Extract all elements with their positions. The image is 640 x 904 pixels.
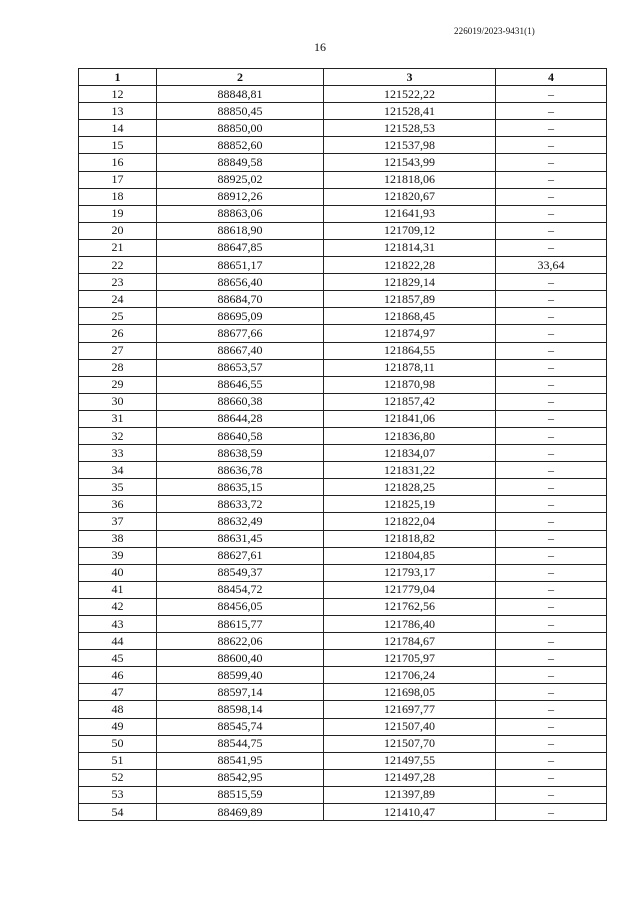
table-cell-col-3: 121784,67 bbox=[324, 633, 496, 650]
table-cell-col-3: 121834,07 bbox=[324, 445, 496, 462]
table-cell-col-3: 121793,17 bbox=[324, 564, 496, 581]
table-cell-col-2: 88618,90 bbox=[157, 222, 324, 239]
table-cell-col-4: – bbox=[496, 342, 607, 359]
table-row bbox=[79, 137, 607, 154]
table-cell-col-3: 121410,47 bbox=[324, 804, 496, 821]
table-cell-col-4: – bbox=[496, 427, 607, 444]
table-cell-col-2: 88660,38 bbox=[157, 393, 324, 410]
table-cell-col-4: – bbox=[496, 667, 607, 684]
table-cell-col-3: 121841,06 bbox=[324, 410, 496, 427]
table-cell-col-4: – bbox=[496, 735, 607, 752]
table-cell-col-1: 31 bbox=[79, 410, 157, 427]
table-cell-col-2: 88600,40 bbox=[157, 650, 324, 667]
table-cell-col-4: – bbox=[496, 513, 607, 530]
table-cell-col-1: 19 bbox=[79, 205, 157, 222]
table-row bbox=[79, 393, 607, 410]
table-cell-col-3: 121497,28 bbox=[324, 769, 496, 786]
table-cell-col-3: 121868,45 bbox=[324, 308, 496, 325]
table-cell-col-4: – bbox=[496, 410, 607, 427]
table-cell-col-3: 121537,98 bbox=[324, 137, 496, 154]
table-cell-col-1: 18 bbox=[79, 188, 157, 205]
table-cell-col-2: 88646,55 bbox=[157, 376, 324, 393]
table-cell-col-2: 88541,95 bbox=[157, 752, 324, 769]
table-cell-col-4: – bbox=[496, 103, 607, 120]
table-cell-col-4: – bbox=[496, 393, 607, 410]
table-row bbox=[79, 547, 607, 564]
table-cell-col-2: 88549,37 bbox=[157, 564, 324, 581]
table-cell-col-2: 88615,77 bbox=[157, 616, 324, 633]
table-cell-col-2: 88622,06 bbox=[157, 633, 324, 650]
table-cell-col-3: 121829,14 bbox=[324, 274, 496, 291]
table-cell-col-4: – bbox=[496, 359, 607, 376]
table-row bbox=[79, 633, 607, 650]
table-cell-col-4: – bbox=[496, 786, 607, 803]
table-row bbox=[79, 462, 607, 479]
table-row bbox=[79, 530, 607, 547]
table-row bbox=[79, 496, 607, 513]
table-cell-col-3: 121870,98 bbox=[324, 376, 496, 393]
table-cell-col-1: 45 bbox=[79, 650, 157, 667]
table-row bbox=[79, 667, 607, 684]
table-cell-col-3: 121857,89 bbox=[324, 291, 496, 308]
table-cell-col-4: 33,64 bbox=[496, 257, 607, 274]
table-cell-col-2: 88636,78 bbox=[157, 462, 324, 479]
table-cell-col-3: 121836,80 bbox=[324, 427, 496, 444]
table-cell-col-1: 47 bbox=[79, 684, 157, 701]
table-cell-col-2: 88545,74 bbox=[157, 718, 324, 735]
table-cell-col-1: 13 bbox=[79, 103, 157, 120]
table-cell-col-4: – bbox=[496, 171, 607, 188]
table-cell-col-2: 88638,59 bbox=[157, 445, 324, 462]
table-cell-col-2: 88848,81 bbox=[157, 86, 324, 103]
table-cell-col-3: 121762,56 bbox=[324, 598, 496, 615]
table-cell-col-2: 88695,09 bbox=[157, 308, 324, 325]
table-row bbox=[79, 274, 607, 291]
table-cell-col-2: 88640,58 bbox=[157, 427, 324, 444]
table-body bbox=[79, 86, 607, 821]
column-header-4: 4 bbox=[496, 69, 607, 86]
page-number: 16 bbox=[314, 40, 326, 54]
table-row bbox=[79, 598, 607, 615]
table-cell-col-3: 121878,11 bbox=[324, 359, 496, 376]
table-row bbox=[79, 650, 607, 667]
table-cell-col-4: – bbox=[496, 239, 607, 256]
table-cell-col-2: 88598,14 bbox=[157, 701, 324, 718]
table-cell-col-2: 88632,49 bbox=[157, 513, 324, 530]
table-cell-col-1: 26 bbox=[79, 325, 157, 342]
table-row bbox=[79, 154, 607, 171]
column-header-3: 3 bbox=[324, 69, 496, 86]
table-cell-col-4: – bbox=[496, 633, 607, 650]
table-row bbox=[79, 359, 607, 376]
table-row bbox=[79, 718, 607, 735]
table-cell-col-3: 121528,41 bbox=[324, 103, 496, 120]
table-cell-col-3: 121497,55 bbox=[324, 752, 496, 769]
table-cell-col-1: 46 bbox=[79, 667, 157, 684]
table-cell-col-4: – bbox=[496, 86, 607, 103]
table-row bbox=[79, 325, 607, 342]
table-cell-col-2: 88863,06 bbox=[157, 205, 324, 222]
table-cell-col-3: 121874,97 bbox=[324, 325, 496, 342]
table-cell-col-2: 88852,60 bbox=[157, 137, 324, 154]
column-header-1: 1 bbox=[79, 69, 157, 86]
table-cell-col-1: 32 bbox=[79, 427, 157, 444]
table-cell-col-3: 121397,89 bbox=[324, 786, 496, 803]
table-cell-col-2: 88653,57 bbox=[157, 359, 324, 376]
table-cell-col-3: 121697,77 bbox=[324, 701, 496, 718]
table-cell-col-3: 121507,40 bbox=[324, 718, 496, 735]
table-cell-col-3: 121786,40 bbox=[324, 616, 496, 633]
table-row bbox=[79, 445, 607, 462]
table-row bbox=[79, 427, 607, 444]
table-cell-col-2: 88597,14 bbox=[157, 684, 324, 701]
table-cell-col-1: 54 bbox=[79, 804, 157, 821]
table-cell-col-3: 121543,99 bbox=[324, 154, 496, 171]
table-cell-col-2: 88627,61 bbox=[157, 547, 324, 564]
table-row bbox=[79, 581, 607, 598]
table-cell-col-2: 88850,45 bbox=[157, 103, 324, 120]
table-row bbox=[79, 103, 607, 120]
table-cell-col-4: – bbox=[496, 154, 607, 171]
table-cell-col-2: 88849,58 bbox=[157, 154, 324, 171]
table-cell-col-4: – bbox=[496, 291, 607, 308]
table-row bbox=[79, 564, 607, 581]
table-cell-col-4: – bbox=[496, 650, 607, 667]
table-cell-col-2: 88544,75 bbox=[157, 735, 324, 752]
table-cell-col-4: – bbox=[496, 479, 607, 496]
table-cell-col-1: 21 bbox=[79, 239, 157, 256]
table-cell-col-1: 17 bbox=[79, 171, 157, 188]
table-cell-col-4: – bbox=[496, 137, 607, 154]
table-cell-col-4: – bbox=[496, 547, 607, 564]
table-cell-col-1: 28 bbox=[79, 359, 157, 376]
table-cell-col-3: 121698,05 bbox=[324, 684, 496, 701]
table-row bbox=[79, 616, 607, 633]
table-cell-col-3: 121641,93 bbox=[324, 205, 496, 222]
table-cell-col-1: 22 bbox=[79, 257, 157, 274]
table-row bbox=[79, 308, 607, 325]
coordinates-table bbox=[78, 68, 607, 821]
table-cell-col-2: 88633,72 bbox=[157, 496, 324, 513]
table-row bbox=[79, 86, 607, 103]
table-cell-col-1: 27 bbox=[79, 342, 157, 359]
table-cell-col-4: – bbox=[496, 752, 607, 769]
table-cell-col-3: 121779,04 bbox=[324, 581, 496, 598]
table-cell-col-2: 88647,85 bbox=[157, 239, 324, 256]
table-cell-col-4: – bbox=[496, 684, 607, 701]
table-cell-col-4: – bbox=[496, 325, 607, 342]
table-cell-col-2: 88599,40 bbox=[157, 667, 324, 684]
table-cell-col-2: 88456,05 bbox=[157, 598, 324, 615]
table-cell-col-1: 25 bbox=[79, 308, 157, 325]
table-cell-col-3: 121706,24 bbox=[324, 667, 496, 684]
table-cell-col-1: 43 bbox=[79, 616, 157, 633]
table-cell-col-4: – bbox=[496, 376, 607, 393]
table-cell-col-3: 121820,67 bbox=[324, 188, 496, 205]
document-number: 226019/2023-9431(1) bbox=[454, 26, 535, 36]
table-cell-col-1: 12 bbox=[79, 86, 157, 103]
table-cell-col-3: 121705,97 bbox=[324, 650, 496, 667]
table-cell-col-2: 88469,89 bbox=[157, 804, 324, 821]
table-cell-col-3: 121857,42 bbox=[324, 393, 496, 410]
table-cell-col-4: – bbox=[496, 598, 607, 615]
table-cell-col-4: – bbox=[496, 222, 607, 239]
table-cell-col-3: 121831,22 bbox=[324, 462, 496, 479]
table-cell-col-1: 36 bbox=[79, 496, 157, 513]
table-cell-col-1: 30 bbox=[79, 393, 157, 410]
table-cell-col-1: 41 bbox=[79, 581, 157, 598]
table-row bbox=[79, 769, 607, 786]
table-row bbox=[79, 342, 607, 359]
table-cell-col-1: 49 bbox=[79, 718, 157, 735]
table-cell-col-1: 14 bbox=[79, 120, 157, 137]
table-cell-col-4: – bbox=[496, 701, 607, 718]
table-cell-col-1: 40 bbox=[79, 564, 157, 581]
table-cell-col-2: 88656,40 bbox=[157, 274, 324, 291]
table-cell-col-4: – bbox=[496, 274, 607, 291]
table-cell-col-1: 44 bbox=[79, 633, 157, 650]
table-cell-col-3: 121818,82 bbox=[324, 530, 496, 547]
table-cell-col-1: 24 bbox=[79, 291, 157, 308]
table-row bbox=[79, 752, 607, 769]
table-cell-col-4: – bbox=[496, 564, 607, 581]
table-cell-col-1: 42 bbox=[79, 598, 157, 615]
table-cell-col-2: 88635,15 bbox=[157, 479, 324, 496]
table-cell-col-2: 88515,59 bbox=[157, 786, 324, 803]
table-cell-col-1: 52 bbox=[79, 769, 157, 786]
table-cell-col-4: – bbox=[496, 445, 607, 462]
table-row bbox=[79, 513, 607, 530]
table-row bbox=[79, 804, 607, 821]
table-cell-col-2: 88912,26 bbox=[157, 188, 324, 205]
table-cell-col-1: 48 bbox=[79, 701, 157, 718]
table-cell-col-1: 50 bbox=[79, 735, 157, 752]
table-row bbox=[79, 171, 607, 188]
table-cell-col-3: 121522,22 bbox=[324, 86, 496, 103]
table-cell-col-1: 35 bbox=[79, 479, 157, 496]
table-cell-col-4: – bbox=[496, 308, 607, 325]
table-row bbox=[79, 735, 607, 752]
table-row bbox=[79, 222, 607, 239]
table-cell-col-1: 39 bbox=[79, 547, 157, 564]
table-cell-col-4: – bbox=[496, 769, 607, 786]
table-cell-col-1: 33 bbox=[79, 445, 157, 462]
table-cell-col-1: 29 bbox=[79, 376, 157, 393]
table-row bbox=[79, 786, 607, 803]
table-cell-col-4: – bbox=[496, 530, 607, 547]
table-cell-col-3: 121822,04 bbox=[324, 513, 496, 530]
table-row bbox=[79, 410, 607, 427]
table-row bbox=[79, 291, 607, 308]
table-row bbox=[79, 479, 607, 496]
table-cell-col-3: 121804,85 bbox=[324, 547, 496, 564]
table-cell-col-3: 121528,53 bbox=[324, 120, 496, 137]
table-cell-col-4: – bbox=[496, 581, 607, 598]
table-cell-col-3: 121864,55 bbox=[324, 342, 496, 359]
table-cell-col-2: 88850,00 bbox=[157, 120, 324, 137]
table-cell-col-3: 121814,31 bbox=[324, 239, 496, 256]
table-row bbox=[79, 257, 607, 274]
table-cell-col-1: 53 bbox=[79, 786, 157, 803]
table-row bbox=[79, 120, 607, 137]
table-cell-col-4: – bbox=[496, 120, 607, 137]
table-cell-col-2: 88631,45 bbox=[157, 530, 324, 547]
table-cell-col-3: 121507,70 bbox=[324, 735, 496, 752]
table-row bbox=[79, 239, 607, 256]
table-cell-col-1: 20 bbox=[79, 222, 157, 239]
table-row bbox=[79, 684, 607, 701]
table-cell-col-1: 38 bbox=[79, 530, 157, 547]
table-row bbox=[79, 205, 607, 222]
table-cell-col-2: 88677,66 bbox=[157, 325, 324, 342]
table-cell-col-1: 16 bbox=[79, 154, 157, 171]
table-cell-col-4: – bbox=[496, 188, 607, 205]
table-cell-col-4: – bbox=[496, 804, 607, 821]
table-cell-col-1: 34 bbox=[79, 462, 157, 479]
table-cell-col-2: 88684,70 bbox=[157, 291, 324, 308]
table-cell-col-1: 23 bbox=[79, 274, 157, 291]
table-cell-col-1: 37 bbox=[79, 513, 157, 530]
table-row bbox=[79, 376, 607, 393]
table-header-row bbox=[79, 69, 607, 86]
table-cell-col-4: – bbox=[496, 205, 607, 222]
table-cell-col-3: 121818,06 bbox=[324, 171, 496, 188]
table-cell-col-3: 121822,28 bbox=[324, 257, 496, 274]
table-cell-col-3: 121828,25 bbox=[324, 479, 496, 496]
table-cell-col-4: – bbox=[496, 616, 607, 633]
table-cell-col-3: 121825,19 bbox=[324, 496, 496, 513]
table-cell-col-2: 88542,95 bbox=[157, 769, 324, 786]
table-row bbox=[79, 701, 607, 718]
table-cell-col-2: 88454,72 bbox=[157, 581, 324, 598]
column-header-2: 2 bbox=[157, 69, 324, 86]
table-cell-col-3: 121709,12 bbox=[324, 222, 496, 239]
table-cell-col-4: – bbox=[496, 718, 607, 735]
table-cell-col-1: 15 bbox=[79, 137, 157, 154]
table-cell-col-4: – bbox=[496, 496, 607, 513]
table-cell-col-1: 51 bbox=[79, 752, 157, 769]
table-cell-col-2: 88667,40 bbox=[157, 342, 324, 359]
table-cell-col-2: 88651,17 bbox=[157, 257, 324, 274]
table-row bbox=[79, 188, 607, 205]
table-cell-col-2: 88925,02 bbox=[157, 171, 324, 188]
table-cell-col-4: – bbox=[496, 462, 607, 479]
table-cell-col-2: 88644,28 bbox=[157, 410, 324, 427]
